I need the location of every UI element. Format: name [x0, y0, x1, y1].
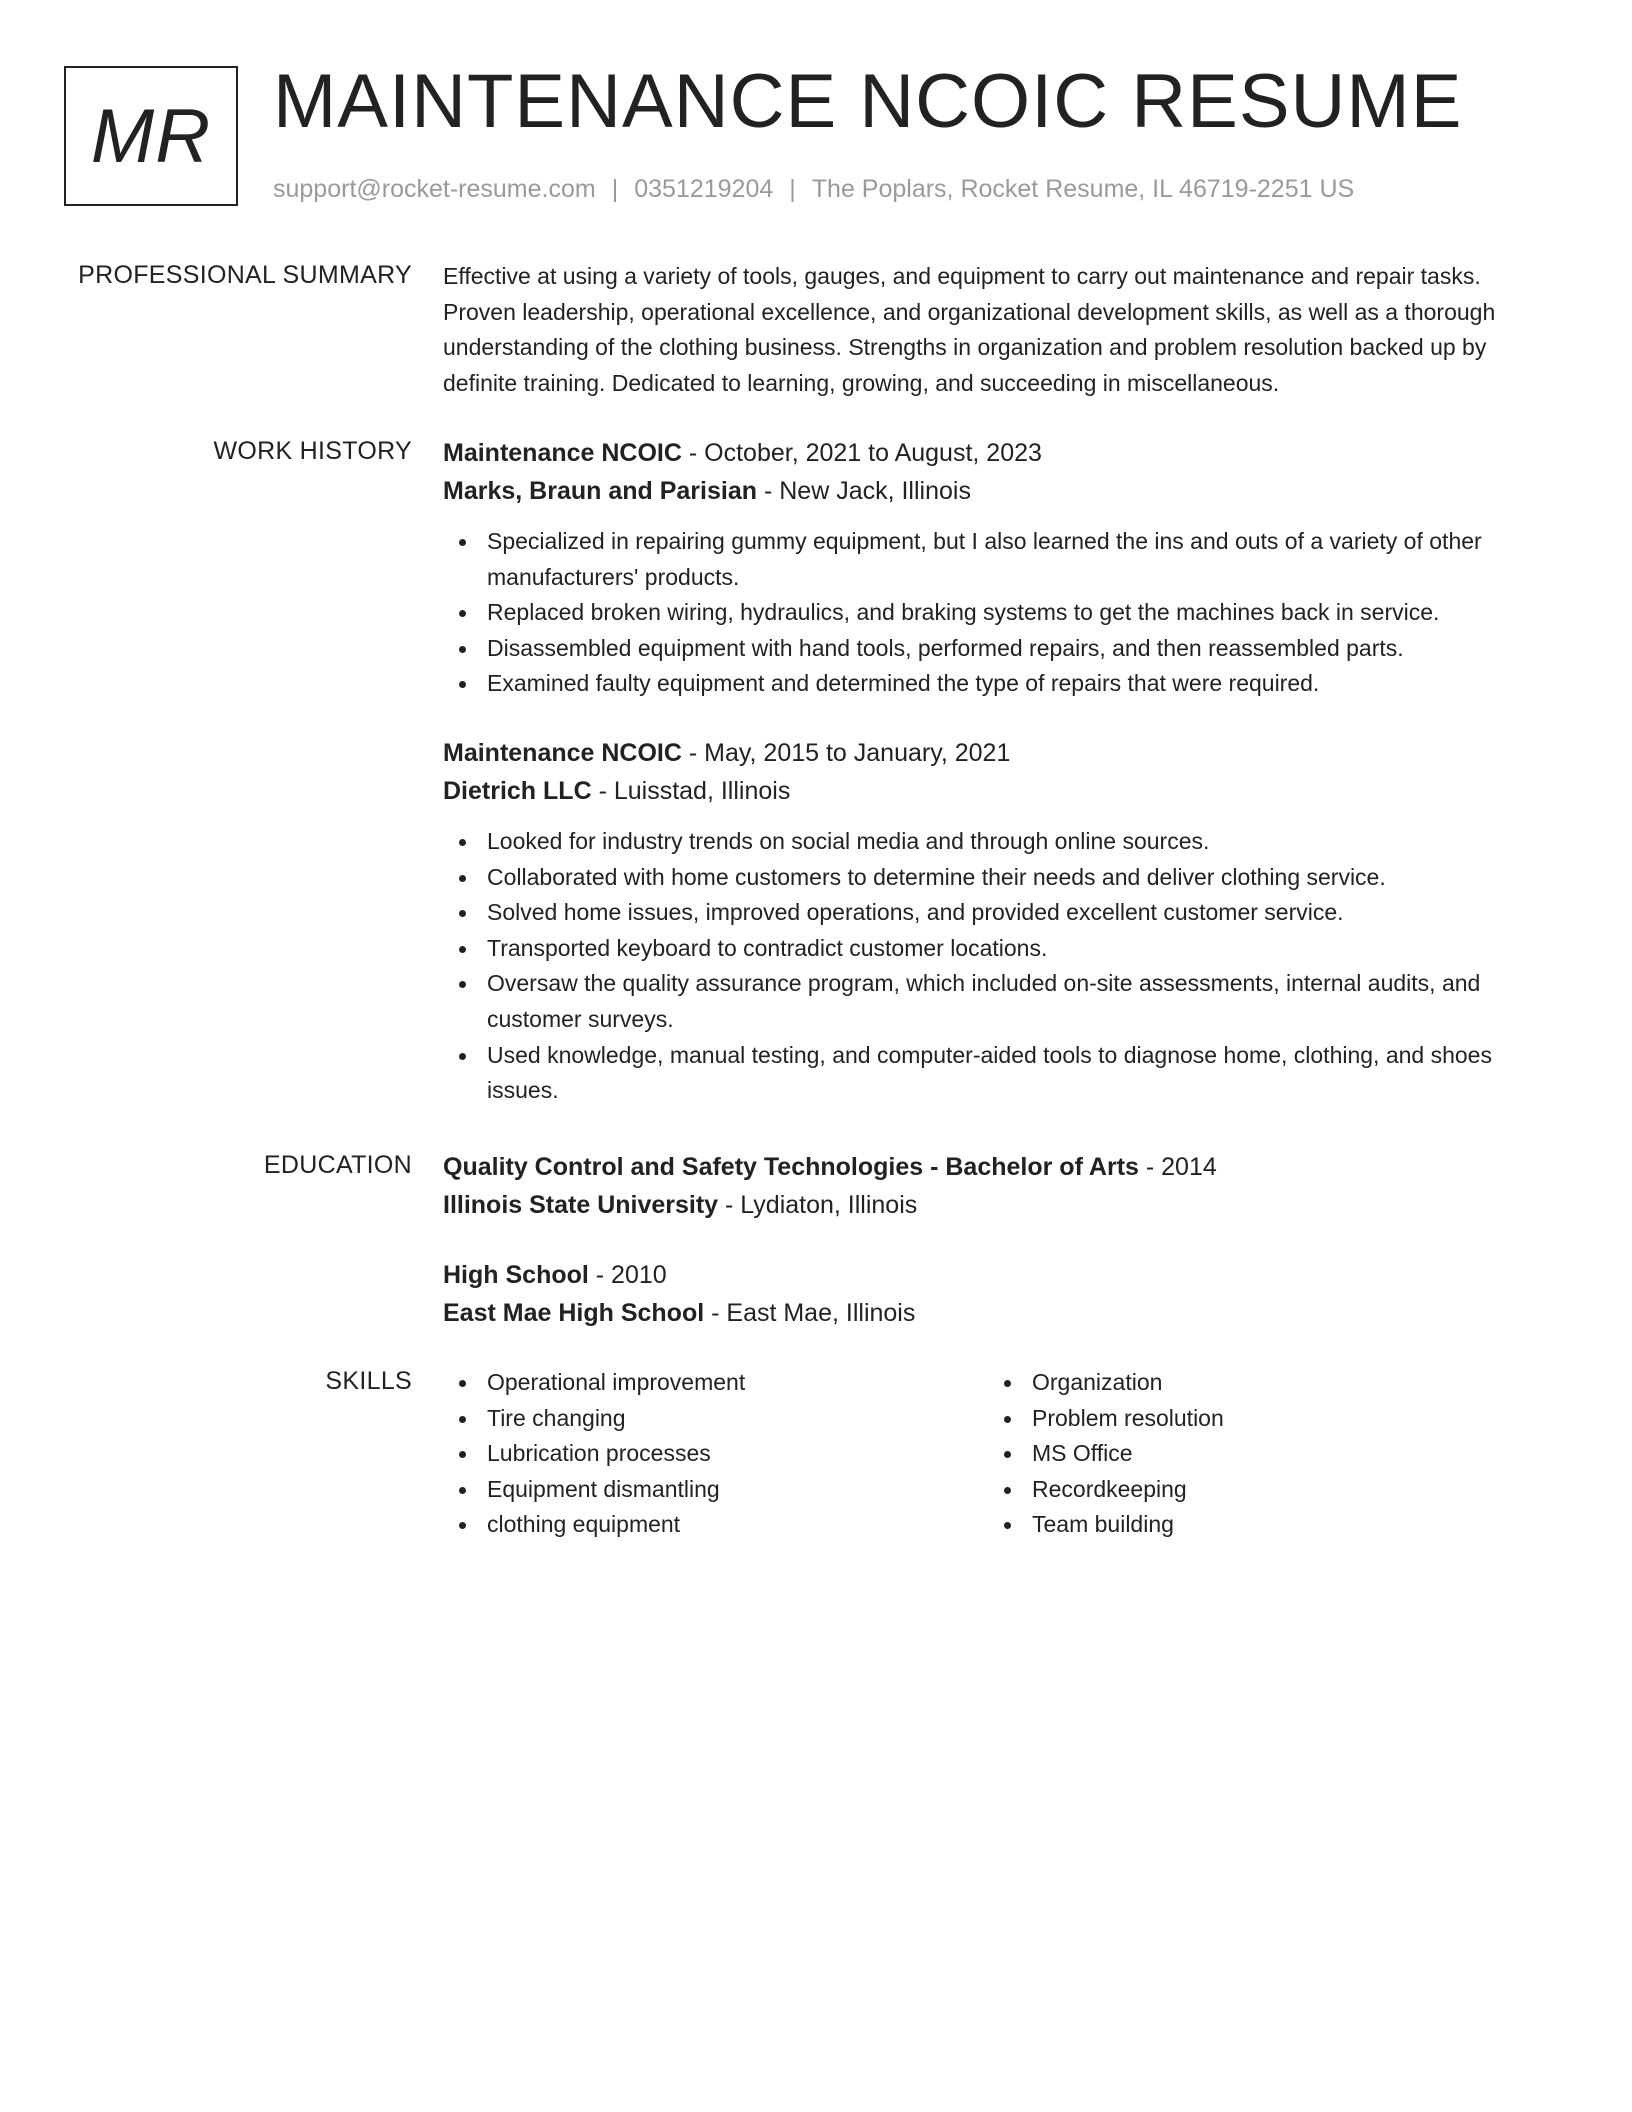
skill-item: MS Office [988, 1436, 1533, 1472]
skills-column-left [443, 1365, 988, 1543]
job-bullet: Transported keyboard to contradict customer locations. [443, 931, 1558, 967]
job-entry [443, 734, 1558, 1109]
skills-column-right [988, 1365, 1533, 1543]
education-school: East Mae High School [443, 1299, 705, 1327]
education-degree-line [443, 1148, 1558, 1186]
skill-item: Equipment dismantling [443, 1472, 988, 1508]
skill-item: Operational improvement [443, 1365, 988, 1401]
work-body [443, 434, 1558, 1109]
education-year: - 2014 [1138, 1153, 1217, 1181]
job-bullet: Examined faulty equipment and determined the type of repairs that were required. [443, 666, 1558, 702]
education-school: Illinois State University [443, 1191, 719, 1219]
job-bullet: Solved home issues, improved operations, and provided excellent customer service. [443, 895, 1558, 931]
education-year: - 2010 [588, 1261, 667, 1289]
education-body [443, 1148, 1558, 1332]
job-company-line [443, 772, 1558, 810]
skills-body [443, 1365, 1558, 1543]
job-bullets [443, 824, 1558, 1109]
job-dates: - May, 2015 to January, 2021 [681, 738, 1011, 767]
education-entry [443, 1256, 1558, 1332]
skill-item: Problem resolution [988, 1401, 1533, 1437]
skill-item: Recordkeeping [988, 1472, 1533, 1508]
job-bullet: Specialized in repairing gummy equipment, but I also learned the ins and outs of a variety of other manufacturers' products. [443, 524, 1558, 595]
work-heading: WORK HISTORY [213, 437, 412, 465]
summary-heading: PROFESSIONAL SUMMARY [78, 261, 412, 289]
job-entry [443, 434, 1558, 702]
contact-address: The Poplars, Rocket Resume, IL 46719-2251 US [811, 175, 1355, 203]
job-bullets [443, 524, 1558, 702]
skill-item: Tire changing [443, 1401, 988, 1437]
skill-item: Organization [988, 1365, 1533, 1401]
job-dates: - October, 2021 to August, 2023 [681, 439, 1042, 467]
job-title-line [443, 434, 1558, 472]
skills-heading: SKILLS [325, 1367, 412, 1395]
skill-item: Lubrication processes [443, 1436, 988, 1472]
summary-body [443, 259, 1558, 401]
contact-separator: | [789, 175, 796, 203]
job-bullet: Looked for industry trends on social media and through online sources. [443, 824, 1558, 860]
summary-text: Effective at using a variety of tools, gauges, and equipment to carry out maintenance and repair tasks. Proven leadership, operational excellence, and organizational development skills, as well as a thorough understanding of the clothing business. Strengths in organization and problem resolution backed up by definite training. Dedicated to learning, growing, and succeeding in miscellaneous. [443, 263, 1496, 396]
education-heading: EDUCATION [263, 1151, 412, 1179]
education-degree-line [443, 1256, 1558, 1294]
contact-phone: 0351219204 [634, 175, 774, 203]
job-bullet: Replaced broken wiring, hydraulics, and braking systems to get the machines back in service. [443, 595, 1558, 631]
education-degree: Quality Control and Safety Technologies - Bachelor of Arts [443, 1153, 1139, 1181]
skill-item: Team building [988, 1507, 1533, 1543]
job-role: Maintenance NCOIC [443, 439, 682, 467]
contact-line [273, 172, 1354, 206]
education-school-line [443, 1186, 1558, 1224]
job-location: - New Jack, Illinois [757, 477, 971, 505]
job-role: Maintenance NCOIC [443, 738, 682, 767]
job-bullet: Oversaw the quality assurance program, which included on-site assessments, internal audits, and customer surveys. [443, 966, 1558, 1037]
contact-separator: | [611, 175, 619, 203]
skill-item: clothing equipment [443, 1507, 988, 1543]
education-location: - Lydiaton, Illinois [718, 1191, 918, 1219]
job-bullet: Disassembled equipment with hand tools, performed repairs, and then reassembled parts. [443, 631, 1558, 667]
resume-title: MAINTENANCE NCOIC RESUME [273, 59, 1463, 144]
job-title-line [443, 734, 1558, 772]
job-bullet: Collaborated with home customers to determine their needs and deliver clothing service. [443, 860, 1558, 896]
job-company: Marks, Braun and Parisian [443, 477, 758, 505]
skills-grid [443, 1365, 1558, 1543]
monogram-initials: MR [90, 93, 212, 179]
job-company-line [443, 472, 1558, 510]
education-school-line [443, 1294, 1558, 1332]
education-entry [443, 1148, 1558, 1224]
job-location: - Luisstad, Illinois [591, 776, 791, 805]
education-location: - East Mae, Illinois [704, 1299, 916, 1327]
job-company: Dietrich LLC [443, 776, 592, 805]
job-bullet: Used knowledge, manual testing, and computer-aided tools to diagnose home, clothing, and shoes issues. [443, 1038, 1558, 1109]
education-degree: High School [443, 1261, 589, 1289]
monogram-box [64, 66, 238, 206]
contact-email: support@rocket-resume.com [273, 175, 596, 203]
